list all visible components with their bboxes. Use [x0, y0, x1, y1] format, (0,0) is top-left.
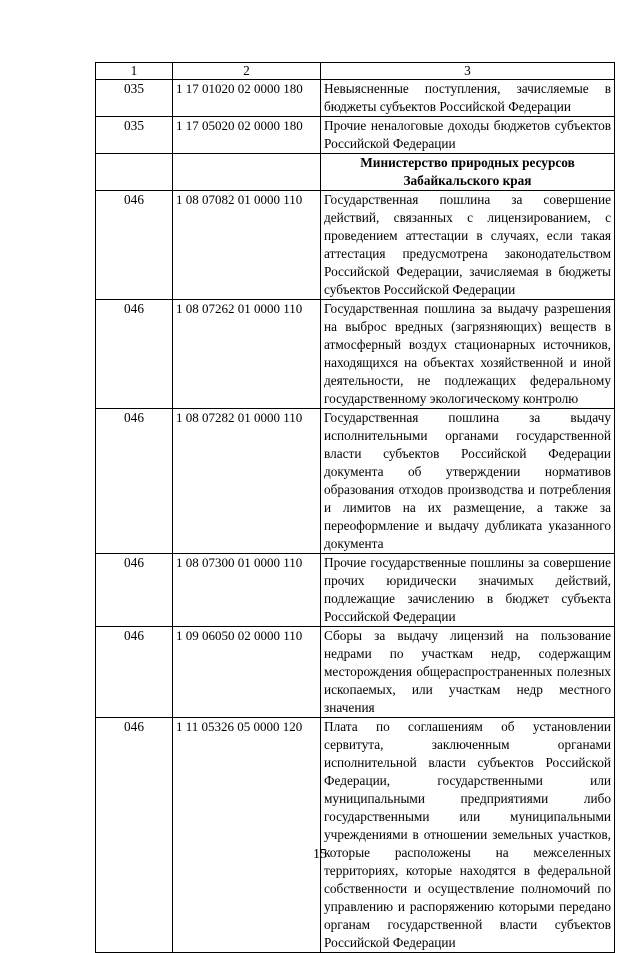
description-cell: Государственная пошлина за совершение действий, связанных с лицензированием, с проведением аттестации в случаях, если такая аттестация предусмотрена законодательством Российской Федерации, зачисляемая в бюджеты субъектов Российской Федерации [321, 191, 615, 300]
table-row [96, 554, 615, 627]
table-row [96, 409, 615, 554]
table-row [96, 191, 615, 300]
revenue-code-cell: 1 17 05020 02 0000 180 [173, 117, 321, 154]
description-cell: Плата по соглашениям об установлении сервитута, заключенным органами исполнительной власти субъектов Российской Федерации, государственными или муниципальными предприятиями либо государственными или муниципальными учреждениями в отношении земельных участков, которые расположены на межселенных территориях, которые находятся в федеральной собственности и осуществление полномочий по управлению и распоряжению которыми передано органам государственной власти субъектов Российской Федерации [321, 718, 615, 953]
description-cell: Невыясненные поступления, зачисляемые в бюджеты субъектов Российской Федерации [321, 80, 615, 117]
column-header-3: 3 [321, 63, 615, 80]
revenue-code-cell: 1 08 07300 01 0000 110 [173, 554, 321, 627]
table-section-heading-row [96, 154, 615, 191]
description-cell: Прочие неналоговые доходы бюджетов субъектов Российской Федерации [321, 117, 615, 154]
admin-code-cell: 046 [96, 554, 173, 627]
table-row [96, 117, 615, 154]
revenue-code-cell: 1 08 07282 01 0000 110 [173, 409, 321, 554]
admin-code-cell: 046 [96, 718, 173, 953]
revenue-code-cell: 1 11 05326 05 0000 120 [173, 718, 321, 953]
column-header-2: 2 [173, 63, 321, 80]
revenue-code-cell: 1 08 07082 01 0000 110 [173, 191, 321, 300]
revenue-code-cell [173, 154, 321, 191]
admin-code-cell: 046 [96, 191, 173, 300]
admin-code-cell: 046 [96, 409, 173, 554]
admin-code-cell: 046 [96, 627, 173, 718]
column-header-1: 1 [96, 63, 173, 80]
description-cell: Прочие государственные пошлины за совершение прочих юридически значимых действий, подлежащие зачислению в бюджет субъекта Российской Федерации [321, 554, 615, 627]
revenue-code-cell: 1 17 01020 02 0000 180 [173, 80, 321, 117]
description-cell: Государственная пошлина за выдачу исполнительными органами государственной власти субъектов Российской Федерации документа об утверждении нормативов образования отходов производства и потребления и лимитов на их размещение, а также за переоформление и выдачу дубликата указанного документа [321, 409, 615, 554]
admin-code-cell: 035 [96, 80, 173, 117]
page-number: 15 [313, 847, 327, 862]
table-row [96, 300, 615, 409]
table-row [96, 80, 615, 117]
revenue-code-cell: 1 08 07262 01 0000 110 [173, 300, 321, 409]
admin-code-cell: 046 [96, 300, 173, 409]
section-heading-cell: Министерство природных ресурсов Забайкальского края [321, 154, 615, 191]
description-cell: Государственная пошлина за выдачу разрешения на выброс вредных (загрязняющих) веществ в атмосферный воздух стационарных источников, находящихся на объектах хозяйственной и иной деятельности, не подлежащих федеральному государственному экологическому контролю [321, 300, 615, 409]
revenue-code-cell: 1 09 06050 02 0000 110 [173, 627, 321, 718]
admin-code-cell [96, 154, 173, 191]
admin-code-cell: 035 [96, 117, 173, 154]
table-header-row [96, 63, 615, 80]
table-body [96, 80, 615, 953]
description-cell: Сборы за выдачу лицензий на пользование недрами по участкам недр, содержащим месторождения общераспространенных полезных ископаемых, или участкам недр местного значения [321, 627, 615, 718]
table-row [96, 627, 615, 718]
revenue-codes-table [95, 62, 615, 953]
table-row [96, 718, 615, 953]
